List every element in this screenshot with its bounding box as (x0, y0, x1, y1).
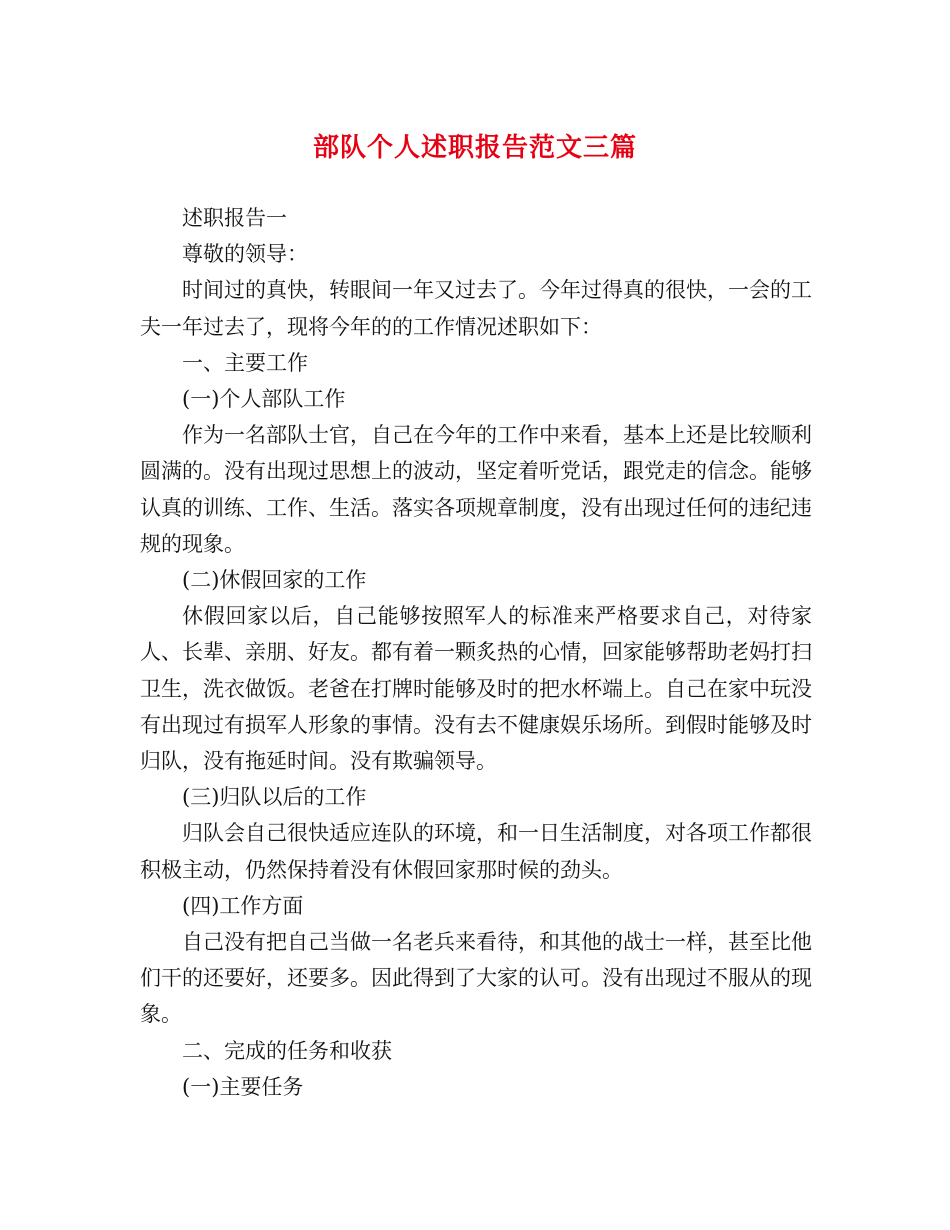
subsection-heading: (二)休假回家的工作 (182, 568, 367, 593)
subsection-heading: (四)工作方面 (182, 893, 304, 918)
paragraph: 时间过的真快，转眼间一年又过去了。今年过得真的很快，一会的工夫一年过去了，现将今年的的工作情况述职如下： (140, 278, 812, 339)
document-body (140, 200, 812, 1105)
paragraph: 自己没有把自己当做一名老兵来看待，和其他的战士一样，甚至比他们干的还要好，还要多。因此得到了大家的认可。没有出现过不服从的现象。 (140, 930, 812, 1027)
page-title: 部队个人述职报告范文三篇 (312, 133, 637, 163)
paragraph: 述职报告一 (182, 206, 287, 230)
subsection-heading: (一)个人部队工作 (182, 387, 346, 412)
paragraph: 尊敬的领导： (182, 242, 308, 267)
subsection-heading: (一)主要任务 (182, 1074, 304, 1099)
section-heading: 一、主要工作 (182, 350, 308, 375)
paragraph: 休假回家以后，自己能够按照军人的标准来严格要求自己，对待家人、长辈、亲朋、好友。都有着一颗炙热的心情，回家能够帮助老妈打扫卫生，洗衣做饭。老爸在打牌时能够及时的把水杯端上。自己在家中玩没有出现过有损军人形象的事情。没有去不健康娱乐场所。到假时能够及时归队，没有拖延时间。没有欺骗领导。 (140, 604, 812, 774)
paragraph: 作为一名部队士官，自己在今年的工作中来看，基本上还是比较顺利圆满的。没有出现过思想上的波动，坚定着听党话，跟党走的信念。能够认真的训练、工作、生活。落实各项规章制度，没有出现过任何的违纪违规的现象。 (140, 423, 812, 556)
paragraph: 归队会自己很快适应连队的环境，和一日生活制度，对各项工作都很积极主动，仍然保持着没有休假回家那时候的劲头。 (140, 821, 812, 882)
subsection-heading: (三)归队以后的工作 (182, 785, 367, 810)
section-heading: 二、完成的任务和收获 (182, 1038, 392, 1063)
